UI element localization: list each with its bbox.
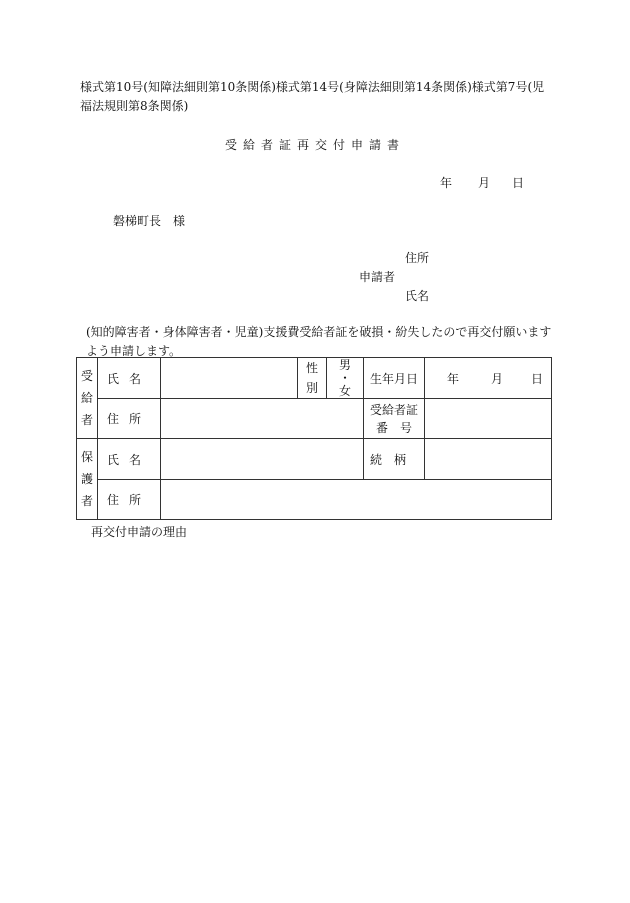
guardian-heading-char: 者 xyxy=(80,494,93,508)
application-date xyxy=(440,174,524,191)
recipient-address-field[interactable] xyxy=(161,399,364,439)
guardian-address-row xyxy=(77,480,552,520)
recipient-heading-char: 給 xyxy=(80,391,93,405)
recipient-name-field[interactable] xyxy=(161,358,298,399)
recipient-heading xyxy=(77,358,98,439)
recipient-name-row xyxy=(77,358,552,399)
guardian-name-field[interactable] xyxy=(161,439,364,480)
sex-label xyxy=(298,358,327,399)
sex-option-female[interactable]: 女 xyxy=(338,383,351,398)
document-title: 受給者証再交付申請書 xyxy=(224,138,405,152)
addressee: 磐梯町長 様 xyxy=(113,214,186,228)
applicant-address-label: 住所 xyxy=(405,251,430,265)
guardian-name-label: 氏名 xyxy=(98,439,161,480)
recipient-name-label: 氏名 xyxy=(98,358,161,399)
birth-day-label: 日 xyxy=(530,371,543,386)
sex-label-char: 性 xyxy=(305,361,318,375)
certificate-number-field[interactable] xyxy=(425,399,552,439)
guardian-name-row xyxy=(77,439,552,480)
birth-date-label: 生年月日 xyxy=(364,358,425,399)
applicant-name-label: 氏名 xyxy=(405,289,430,303)
birth-year-label: 年 xyxy=(446,371,459,386)
form-number-header: 様式第10号(知障法細則第10条関係)様式第14号(身障法細則第14条関係)様式第7号(児福法規則第8条関係) xyxy=(80,80,545,113)
request-statement: (知的障害者・身体障害者・児童)支援費受給者証を破損・紛失したので再交付願いますよう申請します。 xyxy=(86,325,552,358)
birth-month-label: 月 xyxy=(490,371,503,386)
recipient-heading-char: 者 xyxy=(80,413,93,427)
guardian-heading-char: 保 xyxy=(80,450,93,464)
recipient-address-row xyxy=(77,399,552,439)
relationship-label: 続柄 xyxy=(364,439,425,480)
sex-option-separator: ・ xyxy=(338,370,351,385)
date-day-label: 日 xyxy=(512,176,525,190)
date-year-label: 年 xyxy=(440,176,453,190)
guardian-address-field[interactable] xyxy=(161,480,552,520)
birth-date-field[interactable] xyxy=(425,358,552,399)
guardian-heading xyxy=(77,439,98,520)
reapplication-reason-label: 再交付申請の理由 xyxy=(91,525,188,539)
sex-option-male[interactable]: 男 xyxy=(338,357,351,372)
certificate-label-line: 受給者証 xyxy=(369,402,418,417)
certificate-number-label xyxy=(364,399,425,439)
application-form-table xyxy=(76,357,552,520)
recipient-address-label: 住所 xyxy=(98,399,161,439)
date-month-label: 月 xyxy=(478,176,491,190)
applicant-label: 申請者 xyxy=(359,270,396,284)
relationship-field[interactable] xyxy=(425,439,552,480)
sex-label-char: 別 xyxy=(305,381,318,395)
guardian-address-label: 住所 xyxy=(98,480,161,520)
sex-options[interactable] xyxy=(327,358,364,399)
certificate-label-line: 番 号 xyxy=(375,420,412,435)
guardian-heading-char: 護 xyxy=(80,472,93,486)
recipient-heading-char: 受 xyxy=(80,369,93,383)
